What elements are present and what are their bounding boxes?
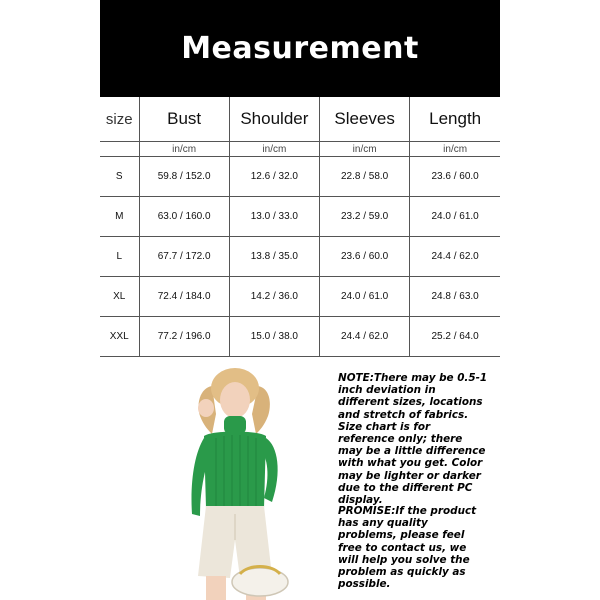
promise-text: PROMISE:If the product has any quality problems, please feel free to contact us, we will help you solve the problem as quickly as possible. (338, 505, 477, 591)
column-header-bust: Bust (139, 97, 229, 142)
size-chart-table (100, 97, 500, 357)
table-cell: 24.4 / 62.0 (320, 317, 410, 357)
table-cell: 23.6 / 60.0 (320, 237, 410, 277)
table-row (100, 317, 500, 357)
table-cell: 15.0 / 38.0 (229, 317, 319, 357)
table-row (100, 237, 500, 277)
unit-cell: in/cm (139, 142, 229, 157)
table-cell: 77.2 / 196.0 (139, 317, 229, 357)
table-header-row (100, 97, 500, 142)
column-header-sleeves: Sleeves (320, 97, 410, 142)
table-cell: 23.2 / 59.0 (320, 197, 410, 237)
table-cell: 59.8 / 152.0 (139, 157, 229, 197)
table-cell: 24.8 / 63.0 (410, 277, 500, 317)
table-cell: 22.8 / 58.0 (320, 157, 410, 197)
size-cell: S (100, 157, 139, 197)
table-cell: 67.7 / 172.0 (139, 237, 229, 277)
table-cell: 72.4 / 184.0 (139, 277, 229, 317)
table-row (100, 277, 500, 317)
unit-cell: in/cm (320, 142, 410, 157)
size-column-header: size (105, 110, 133, 128)
size-cell: L (100, 237, 139, 277)
table-cell: 24.4 / 62.0 (410, 237, 500, 277)
table-cell: 23.6 / 60.0 (410, 157, 500, 197)
page-title: Measurement (181, 31, 419, 66)
note-text: NOTE:There may be 0.5-1 inch deviation in different sizes, locations and stretch of fabrics. Size chart is for reference only; there may be a little difference with what you get. Color may be lighter or darker due to the different PC display. (338, 372, 488, 507)
table-cell: 13.0 / 33.0 (229, 197, 319, 237)
table-cell: 24.0 / 61.0 (320, 277, 410, 317)
size-cell: XXL (100, 317, 139, 357)
table-cell: 63.0 / 160.0 (139, 197, 229, 237)
size-cell: M (100, 197, 139, 237)
model-photo (160, 364, 310, 600)
table-row (100, 197, 500, 237)
unit-cell-empty (100, 142, 139, 157)
unit-cell: in/cm (229, 142, 319, 157)
column-header-length: Length (410, 97, 500, 142)
measurement-header (100, 0, 500, 97)
table-cell: 14.2 / 36.0 (229, 277, 319, 317)
column-header-shoulder: Shoulder (229, 97, 319, 142)
unit-cell: in/cm (410, 142, 500, 157)
table-cell: 24.0 / 61.0 (410, 197, 500, 237)
table-row (100, 157, 500, 197)
table-cell: 12.6 / 32.0 (229, 157, 319, 197)
size-cell: XL (100, 277, 139, 317)
table-cell: 25.2 / 64.0 (410, 317, 500, 357)
table-cell: 13.8 / 35.0 (229, 237, 319, 277)
unit-row (100, 142, 500, 157)
